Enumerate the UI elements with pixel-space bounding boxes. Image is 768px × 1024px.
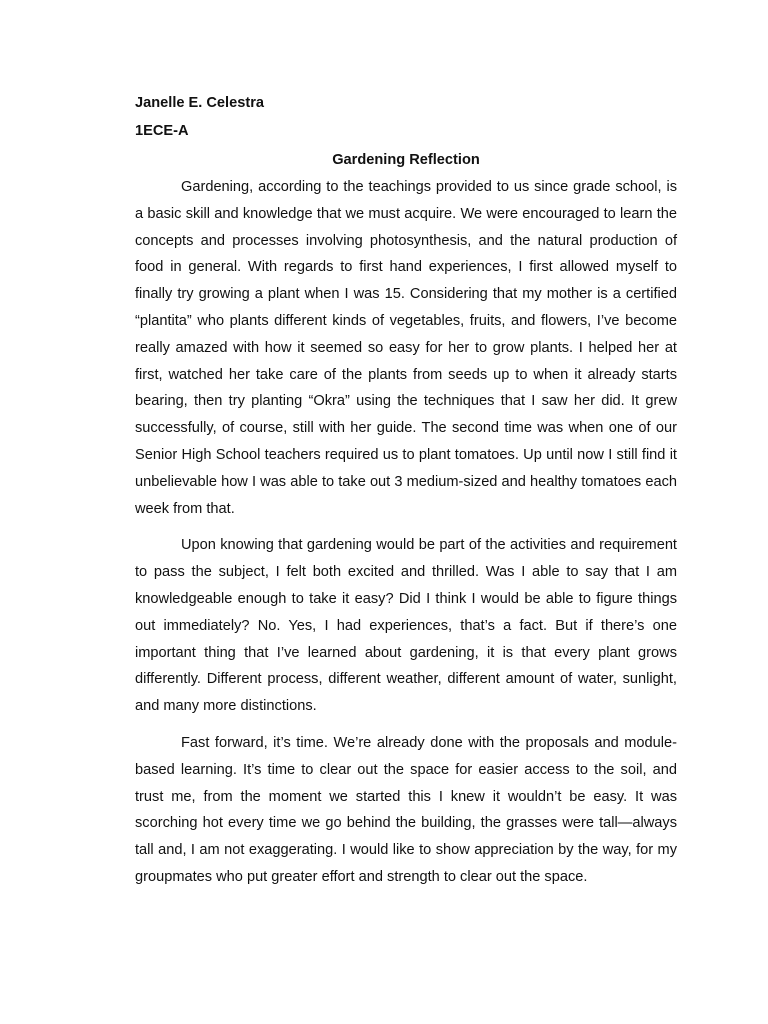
document-body [135, 89, 677, 891]
paragraph-3: Fast forward, it’s time. We’re already done with the proposals and module-based learning. It’s time to clear out the space for easier access to the soil, and trust me, from the moment we started this I knew it wouldn’t be easy. It was scorching hot every time we go behind the building, the grasses were tall—always tall and, I am not exaggerating. I would like to show appreciation by the way, for my groupmates who put greater effort and strength to clear out the space. [135, 734, 677, 885]
paragraph-2: Upon knowing that gardening would be part of the activities and requirement to pass the subject, I felt both excited and thrilled. Was I able to say that I am knowledgeable enough to take it easy? Did I think I would be able to figure things out immediately? No. Yes, I had experiences, that’s a fact. But if there’s one important thing that I’ve learned about gardening, it is that every plant grows differently. Different process, different weather, different amount of water, sunlight, and many more distinctions. [135, 537, 677, 715]
paragraph-1: Gardening, according to the teachings provided to us since grade school, is a basic skill and knowledge that we must acquire. We were encouraged to learn the concepts and processes involving photosynthesis, and the natural production of food in general. With regards to first hand experiences, I first allowed myself to finally try growing a plant when I was 15. Considering that my mother is a certified “plantita” who plants different kinds of vegetables, fruits, and flowers, I’ve become really amazed with how it seemed so easy for her to grow plants. I helped her at first, watched her take care of the plants from seeds up to when it already starts bearing, then try planting “Okra” using the techniques that I saw her did. It grew successfully, of course, still with her guide. The second time was when one of our Senior High School teachers required us to plant tomatoes. Up until now I still find it unbelievable how I was able to take out 3 medium-sized and healthy tomatoes each week from that. [135, 179, 677, 517]
author-name: Janelle E. Celestra [135, 95, 264, 111]
document-title: Gardening Reflection [332, 152, 480, 168]
section-label: 1ECE-A [135, 123, 189, 139]
